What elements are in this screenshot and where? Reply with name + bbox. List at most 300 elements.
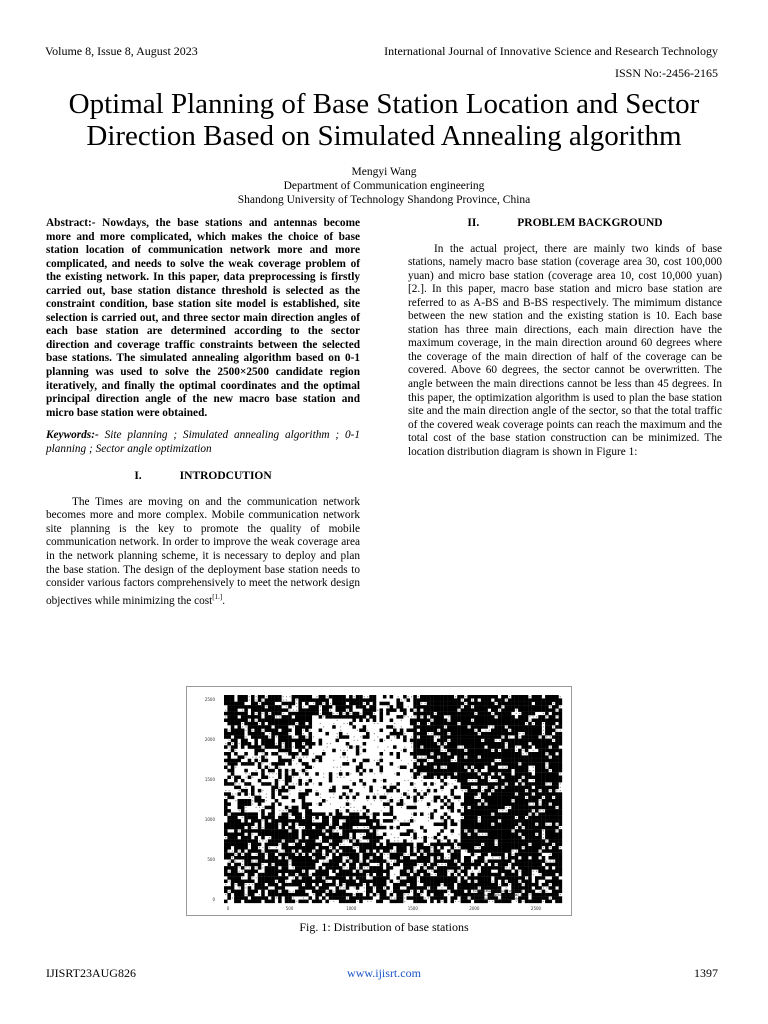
plot-point — [249, 773, 250, 774]
plot-point — [491, 836, 495, 840]
plot-point — [511, 876, 515, 880]
plot-point — [482, 740, 483, 741]
plot-point — [366, 890, 370, 894]
plot-point — [303, 773, 304, 774]
plot-point — [445, 857, 446, 858]
plot-point — [538, 772, 542, 776]
plot-point — [224, 823, 228, 827]
plot-point — [552, 873, 556, 877]
plot-point — [511, 833, 515, 837]
plot-point — [244, 819, 248, 823]
plot-point — [475, 847, 476, 848]
plot-point — [457, 715, 461, 719]
plot-point — [475, 830, 476, 831]
plot-point — [464, 745, 468, 749]
plot-point — [423, 836, 427, 840]
plot-point — [248, 829, 252, 833]
plot-point — [467, 886, 471, 890]
plot-point — [373, 816, 377, 820]
plot-point — [231, 819, 235, 823]
plot-point — [298, 759, 302, 763]
plot-point — [258, 863, 262, 867]
plot-point — [413, 833, 417, 837]
plot-point — [440, 769, 444, 773]
plot-point — [454, 735, 458, 739]
plot-point — [363, 708, 367, 712]
journal-website-link[interactable]: www.ijisrt.com — [347, 966, 421, 980]
plot-point — [511, 839, 515, 843]
plot-point — [391, 864, 392, 865]
plot-point — [239, 850, 240, 851]
plot-point — [423, 859, 427, 863]
plot-point — [268, 839, 272, 843]
plot-point — [265, 806, 269, 810]
plot-point — [275, 829, 279, 833]
plot-point — [532, 893, 536, 897]
plot-point — [525, 893, 529, 897]
plot-point — [481, 722, 485, 726]
plot-point — [528, 859, 532, 863]
plot-point — [366, 863, 370, 867]
plot-point — [285, 839, 289, 843]
plot-point — [428, 887, 429, 888]
plot-point — [498, 779, 502, 783]
plot-point — [282, 866, 286, 870]
plot-point — [465, 850, 466, 851]
plot-point — [239, 830, 240, 831]
plot-point — [373, 826, 377, 830]
plot-point — [238, 863, 242, 867]
plot-point — [515, 766, 519, 770]
plot-point — [332, 856, 336, 860]
plot-point — [481, 766, 485, 770]
plot-point — [454, 708, 458, 712]
plot-point — [505, 719, 509, 723]
plot-point — [312, 900, 316, 904]
plot-point — [545, 863, 549, 867]
plot-point — [488, 786, 492, 790]
plot-point — [478, 766, 482, 770]
plot-point — [363, 812, 367, 816]
plot-point — [428, 844, 429, 845]
plot-point — [403, 863, 407, 867]
plot-point — [545, 843, 549, 847]
plot-point — [276, 847, 277, 848]
plot-point — [506, 743, 507, 744]
plot-point — [437, 769, 441, 773]
plot-point — [403, 849, 407, 853]
plot-point — [464, 839, 468, 843]
plot-point — [461, 755, 465, 759]
plot-point — [231, 883, 235, 887]
plot-point — [319, 823, 323, 827]
plot-point — [407, 880, 411, 884]
plot-point — [261, 735, 265, 739]
plot-point — [258, 849, 262, 853]
plot-point — [518, 799, 522, 803]
plot-point — [525, 819, 529, 823]
plot-point — [421, 864, 422, 865]
plot-point — [234, 866, 238, 870]
plot-point — [271, 802, 275, 806]
plot-point — [410, 769, 414, 773]
plot-point — [471, 883, 475, 887]
plot-point — [532, 896, 536, 900]
plot-point — [471, 762, 475, 766]
plot-point — [427, 735, 431, 739]
plot-point — [525, 890, 529, 894]
plot-point — [474, 792, 478, 796]
plot-point — [316, 803, 317, 804]
plot-point — [505, 779, 509, 783]
plot-point — [515, 772, 519, 776]
plot-point — [296, 783, 297, 784]
plot-point — [496, 740, 497, 741]
plot-point — [501, 708, 505, 712]
plot-point — [484, 752, 488, 756]
plot-point — [229, 861, 230, 862]
plot-point — [278, 745, 282, 749]
plot-point — [555, 725, 559, 729]
plot-point — [258, 880, 262, 884]
plot-point — [538, 816, 542, 820]
plot-point — [380, 759, 384, 763]
plot-point — [430, 896, 434, 900]
plot-point — [238, 873, 242, 877]
plot-point — [391, 797, 392, 798]
plot-point — [457, 705, 461, 709]
plot-point — [471, 806, 475, 810]
plot-point — [505, 759, 509, 763]
plot-point — [276, 743, 277, 744]
plot-point — [319, 833, 323, 837]
plot-point — [457, 873, 461, 877]
plot-point — [478, 715, 482, 719]
plot-point — [376, 870, 380, 874]
plot-point — [238, 843, 242, 847]
plot-point — [288, 745, 292, 749]
author-block — [0, 165, 768, 207]
plot-point — [248, 849, 252, 853]
plot-point — [265, 849, 269, 853]
plot-point — [501, 745, 505, 749]
plot-point — [352, 816, 356, 820]
plot-point — [552, 890, 556, 894]
plot-point — [423, 829, 427, 833]
plot-point — [254, 900, 258, 904]
plot-point — [498, 782, 502, 786]
plot-point — [231, 749, 235, 753]
plot-point — [481, 849, 485, 853]
plot-point — [430, 866, 434, 870]
plot-point — [417, 705, 421, 709]
plot-point — [481, 819, 485, 823]
plot-point — [484, 762, 488, 766]
plot-point — [238, 729, 242, 733]
plot-point — [451, 755, 455, 759]
plot-point — [478, 806, 482, 810]
plot-point — [559, 886, 563, 890]
plot-point — [461, 729, 465, 733]
plot-point — [403, 846, 407, 850]
plot-point — [363, 729, 367, 733]
plot-point — [302, 856, 306, 860]
plot-point — [359, 876, 363, 880]
plot-point — [552, 846, 556, 850]
plot-point — [333, 760, 334, 761]
plot-point — [559, 836, 563, 840]
plot-point — [535, 876, 539, 880]
plot-point — [319, 856, 323, 860]
plot-point — [241, 729, 245, 733]
plot-point — [501, 772, 505, 776]
plot-point — [366, 880, 370, 884]
plot-point — [494, 742, 498, 746]
plot-point — [437, 896, 441, 900]
plot-point — [271, 792, 275, 796]
plot-point — [464, 782, 468, 786]
plot-point — [330, 703, 331, 704]
plot-point — [386, 725, 390, 729]
plot-point — [535, 725, 539, 729]
plot-point — [403, 890, 407, 894]
plot-point — [532, 799, 536, 803]
plot-point — [327, 891, 328, 892]
plot-point — [484, 732, 488, 736]
plot-point — [545, 873, 549, 877]
plot-point — [434, 796, 438, 800]
plot-point — [491, 796, 495, 800]
plot-point — [559, 796, 563, 800]
plot-point — [474, 702, 478, 706]
plot-point — [342, 705, 346, 709]
plot-point — [467, 796, 471, 800]
plot-point — [559, 843, 563, 847]
plot-point — [506, 810, 507, 811]
plot-point — [342, 870, 346, 874]
plot-point — [506, 726, 507, 727]
plot-point — [511, 739, 515, 743]
plot-point — [244, 762, 248, 766]
plot-point — [292, 883, 296, 887]
plot-point — [315, 853, 319, 857]
plot-point — [444, 759, 448, 763]
plot-point — [535, 735, 539, 739]
plot-point — [549, 886, 553, 890]
plot-point — [545, 799, 549, 803]
plot-point — [282, 759, 286, 763]
plot-point — [305, 698, 309, 702]
plot-point — [542, 856, 546, 860]
plot-point — [359, 823, 363, 827]
plot-point — [282, 873, 286, 877]
plot-point — [552, 893, 556, 897]
plot-point — [417, 702, 421, 706]
plot-point — [241, 762, 245, 766]
plot-point — [366, 698, 370, 702]
plot-point — [241, 739, 245, 743]
plot-point — [401, 760, 402, 761]
plot-point — [224, 866, 228, 870]
plot-point — [408, 763, 409, 764]
plot-point — [407, 698, 411, 702]
plot-point — [481, 802, 485, 806]
plot-point — [501, 782, 505, 786]
plot-point — [457, 779, 461, 783]
plot-point — [410, 843, 414, 847]
plot-point — [245, 773, 246, 774]
plot-point — [261, 876, 265, 880]
plot-point — [518, 863, 522, 867]
plot-point — [398, 767, 399, 768]
plot-point — [241, 702, 245, 706]
plot-point — [346, 853, 350, 857]
plot-point — [302, 762, 306, 766]
plot-point — [498, 829, 502, 833]
plot-point — [528, 782, 532, 786]
plot-point — [367, 867, 368, 868]
plot-point — [427, 873, 431, 877]
plot-point — [464, 732, 468, 736]
plot-point — [464, 886, 468, 890]
plot-point — [515, 819, 519, 823]
plot-point — [322, 752, 326, 756]
plot-point — [411, 797, 412, 798]
plot-point — [347, 800, 348, 801]
plot-point — [471, 755, 475, 759]
plot-point — [552, 833, 556, 837]
plot-point — [369, 866, 373, 870]
plot-point — [227, 839, 231, 843]
plot-point — [366, 712, 370, 716]
plot-point — [451, 890, 455, 894]
paper-title — [20, 88, 748, 152]
plot-point — [515, 725, 519, 729]
plot-point — [227, 769, 231, 773]
plot-point — [491, 715, 495, 719]
plot-point — [481, 708, 485, 712]
plot-point — [303, 854, 304, 855]
plot-point — [455, 847, 456, 848]
plot-point — [474, 863, 478, 867]
plot-point — [393, 729, 397, 733]
plot-point — [488, 876, 492, 880]
plot-point — [332, 883, 336, 887]
plot-point — [410, 782, 414, 786]
plot-point — [494, 719, 498, 723]
plot-point — [559, 759, 563, 763]
plot-point — [440, 843, 444, 847]
plot-point — [516, 850, 517, 851]
plot-point — [258, 799, 262, 803]
plot-point — [346, 823, 350, 827]
plot-point — [461, 739, 465, 743]
plot-point — [352, 719, 356, 723]
plot-point — [322, 708, 326, 712]
plot-point — [421, 894, 422, 895]
plot-point — [396, 702, 400, 706]
plot-point — [354, 746, 355, 747]
plot-point — [437, 880, 441, 884]
plot-point — [539, 800, 540, 801]
plot-point — [332, 876, 336, 880]
plot-point — [542, 786, 546, 790]
plot-point — [559, 702, 563, 706]
plot-point — [295, 843, 299, 847]
plot-point — [352, 712, 356, 716]
plot-point — [467, 752, 471, 756]
plot-point — [469, 726, 470, 727]
plot-point — [525, 786, 529, 790]
plot-point — [383, 695, 387, 699]
plot-point — [545, 712, 549, 716]
plot-point — [266, 854, 267, 855]
plot-point — [305, 849, 309, 853]
plot-point — [555, 755, 559, 759]
plot-point — [414, 847, 415, 848]
plot-point — [434, 843, 438, 847]
plot-point — [441, 887, 442, 888]
plot-point — [261, 749, 265, 753]
plot-point — [552, 786, 556, 790]
plot-point — [451, 843, 455, 847]
plot-point — [251, 762, 255, 766]
plot-point — [306, 770, 307, 771]
plot-point — [404, 746, 405, 747]
plot-point — [322, 712, 326, 716]
plot-point — [525, 755, 529, 759]
plot-point — [427, 859, 431, 863]
plot-point — [411, 837, 412, 838]
plot-point — [241, 839, 245, 843]
plot-point — [440, 866, 444, 870]
plot-point — [444, 870, 448, 874]
plot-point — [336, 809, 340, 813]
plot-point — [482, 844, 483, 845]
plot-point — [359, 766, 363, 770]
plot-point — [292, 719, 296, 723]
plot-point — [271, 806, 275, 810]
plot-point — [552, 870, 556, 874]
plot-point — [332, 698, 336, 702]
plot-point — [410, 876, 414, 880]
plot-point — [516, 793, 517, 794]
plot-point — [484, 876, 488, 880]
plot-point — [464, 769, 468, 773]
plot-point — [367, 696, 368, 697]
plot-point — [248, 886, 252, 890]
plot-point — [319, 698, 323, 702]
plot-point — [491, 826, 495, 830]
plot-point — [241, 735, 245, 739]
plot-point — [457, 759, 461, 763]
plot-point — [248, 823, 252, 827]
plot-point — [356, 853, 360, 857]
plot-point — [285, 870, 289, 874]
plot-point — [322, 799, 326, 803]
plot-point — [315, 843, 319, 847]
plot-point — [227, 732, 231, 736]
plot-point — [349, 829, 353, 833]
plot-point — [262, 753, 263, 754]
plot-point — [346, 786, 350, 790]
plot-point — [451, 886, 455, 890]
plot-point — [505, 863, 509, 867]
plot-point — [482, 790, 483, 791]
plot-point — [231, 722, 235, 726]
plot-point — [356, 870, 360, 874]
plot-point — [491, 708, 495, 712]
